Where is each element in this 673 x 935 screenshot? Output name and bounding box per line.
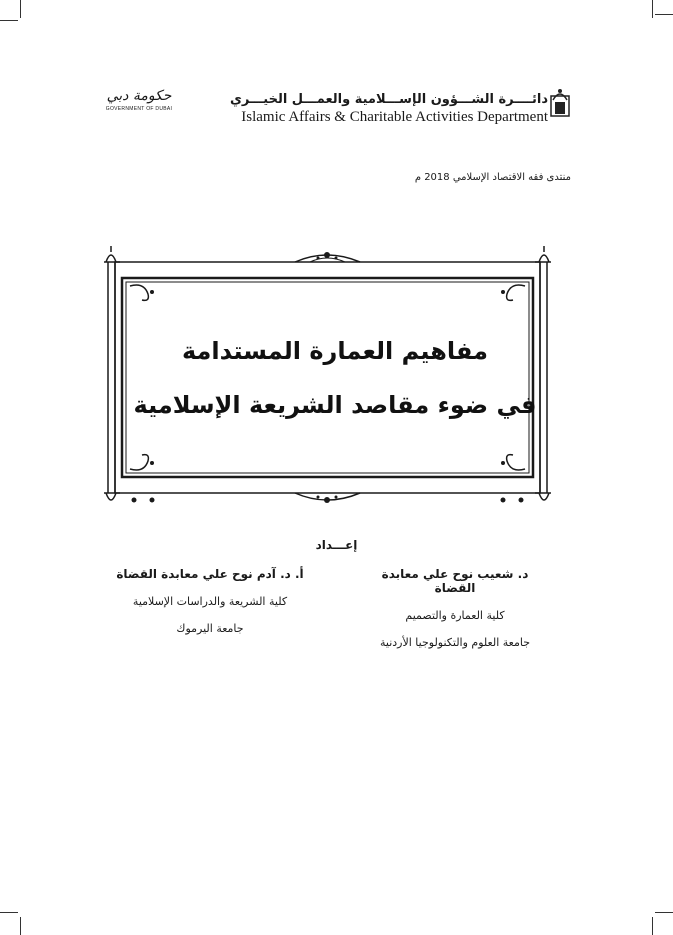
author-1	[360, 567, 550, 649]
crop-mark	[652, 0, 653, 18]
author-2	[100, 567, 320, 635]
department-name-english: Islamic Affairs & Charitable Activities Department	[241, 109, 548, 125]
decorative-frame	[100, 240, 555, 515]
crop-mark	[20, 917, 21, 935]
crop-mark	[655, 912, 673, 913]
author-university: جامعة اليرموك	[176, 622, 244, 635]
crop-mark	[0, 912, 18, 913]
prepared-by-label: إعـــداد	[315, 538, 358, 552]
author-college: كلية الشريعة والدراسات الإسلامية	[132, 595, 288, 608]
government-logo	[104, 88, 174, 112]
government-name-arabic: حكومة دبي	[106, 88, 172, 104]
crop-mark	[0, 20, 18, 21]
book-title-line1: مفاهيم العمارة المستدامة	[181, 337, 489, 365]
book-title-line2: في ضوء مقاصد الشريعة الإسلامية	[133, 391, 537, 419]
department-logo-icon	[549, 86, 571, 122]
department-name-arabic: دائــــرة الشـــؤون الإســـلامية والعمـــل الخيـــري	[229, 92, 548, 107]
government-name-english: GOVERNMENT OF DUBAI	[105, 106, 173, 112]
crop-mark	[20, 0, 21, 18]
crop-mark	[655, 14, 673, 15]
author-name: د. شعيب نوح علي معابدة القضاة	[381, 567, 529, 595]
author-university: جامعة العلوم والتكنولوجيا الأردنية	[379, 636, 531, 649]
crop-mark	[652, 917, 653, 935]
forum-line: منتدى فقه الاقتصاد الإسلامي 2018 م	[414, 172, 571, 183]
department-header	[230, 92, 548, 126]
author-name: أ. د. آدم نوح علي معابدة القضاة	[116, 567, 304, 581]
author-college: كلية العمارة والتصميم	[405, 609, 505, 622]
